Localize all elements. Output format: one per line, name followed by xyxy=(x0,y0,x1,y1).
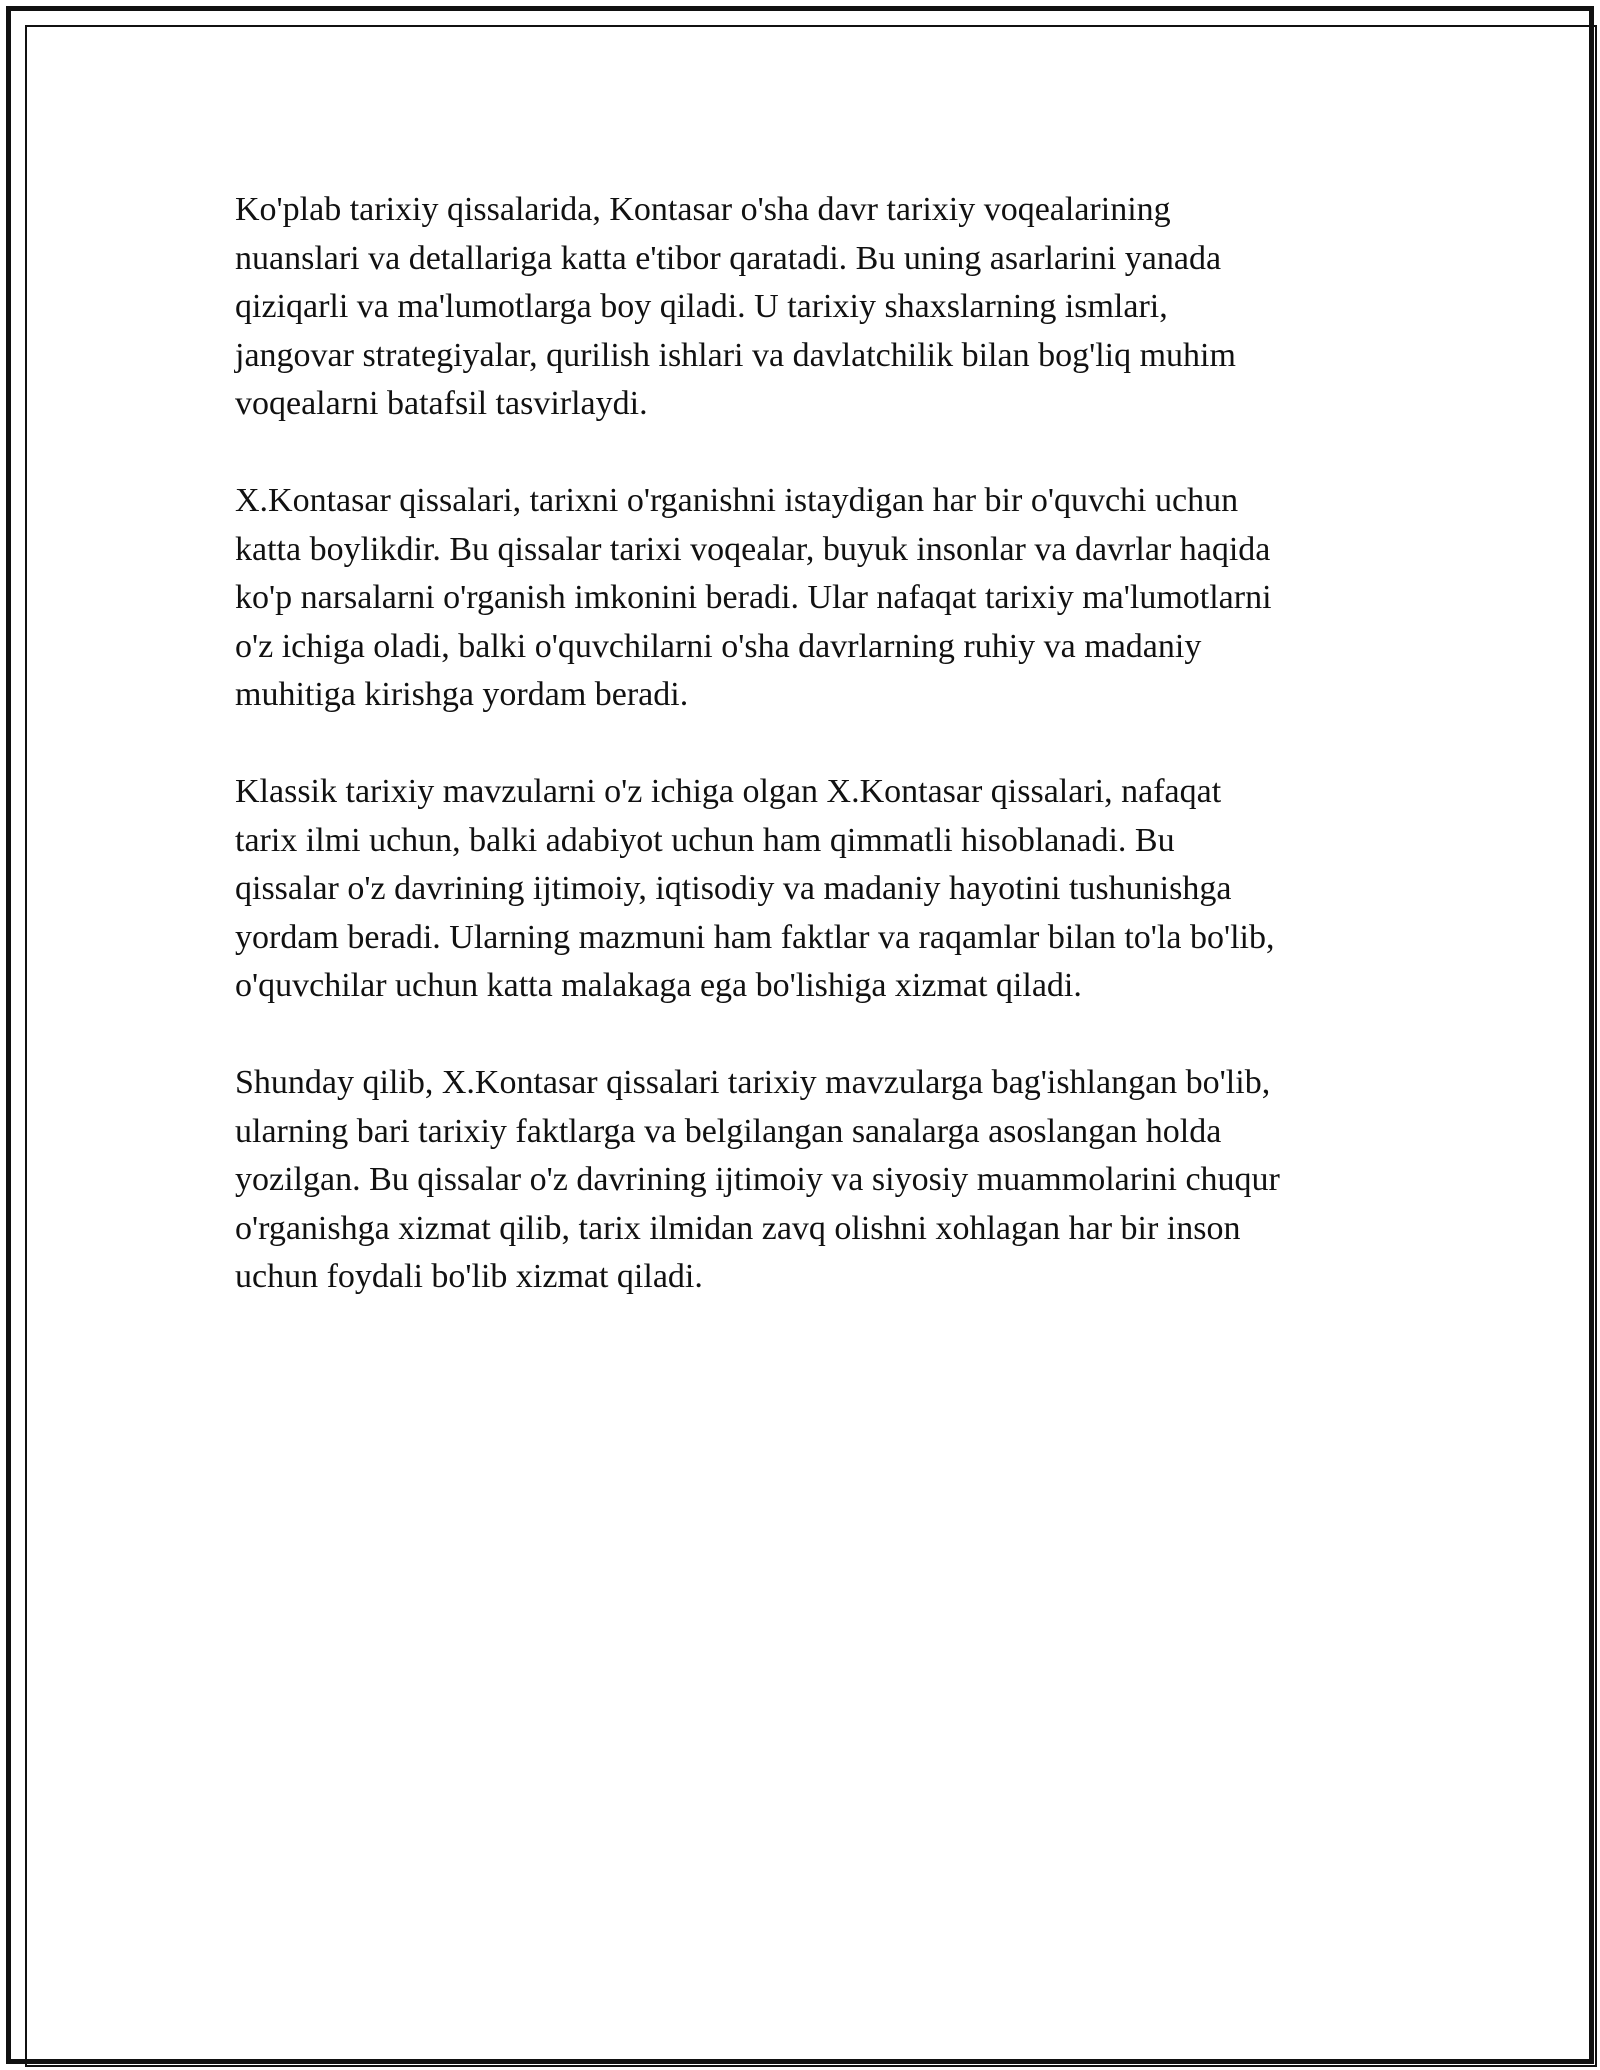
paragraph-1 xyxy=(235,186,1385,429)
document-body xyxy=(235,186,1385,1350)
paragraph-line: yordam beradi. Ularning mazmuni ham faktlar va raqamlar bilan to'la bo'lib, xyxy=(235,918,1275,956)
paragraph-line: jangovar strategiyalar, qurilish ishlari va davlatchilik bilan bog'liq muhim xyxy=(235,336,1236,374)
paragraph-line: muhitiga kirishga yordam beradi. xyxy=(235,676,689,713)
paragraph-line: o'rganishga xizmat qilib, tarix ilmidan zavq olishni xohlagan har bir inson xyxy=(235,1209,1241,1247)
paragraph-line: katta boylikdir. Bu qissalar tarixi voqealar, buyuk insonlar va davrlar haqida xyxy=(235,530,1271,568)
paragraph-line: tarix ilmi uchun, balki adabiyot uchun ham qimmatli hisoblanadi. Bu xyxy=(235,821,1175,859)
paragraph-line: X.Kontasar qissalari, tarixni o'rganishni istaydigan har bir o'quvchi uchun xyxy=(235,482,1239,519)
paragraph-line: o'z ichiga oladi, balki o'quvchilarni o'sha davrlarning ruhiy va madaniy xyxy=(235,627,1202,665)
paragraph-3 xyxy=(235,768,1385,1011)
paragraph-line: voqealarni batafsil tasvirlaydi. xyxy=(235,385,648,422)
paragraph-line: qissalar o'z davrining ijtimoiy, iqtisodiy va madaniy hayotini tushunishga xyxy=(235,870,1232,907)
paragraph-line: yozilgan. Bu qissalar o'z davrining ijtimoiy va siyosiy muammolarini chuqur xyxy=(235,1161,1280,1198)
paragraph-line: nuanslari va detallariga katta e'tibor qaratadi. Bu uning asarlarini yanada xyxy=(235,239,1222,277)
paragraph-line: Ko'plab tarixiy qissalarida, Kontasar o'sha davr tarixiy voqealarining xyxy=(235,191,1171,228)
paragraph-line: Shunday qilib, X.Kontasar qissalari tarixiy mavzularga bag'ishlangan bo'lib, xyxy=(235,1064,1271,1101)
paragraph-line: Klassik tarixiy mavzularni o'z ichiga olgan X.Kontasar qissalari, nafaqat xyxy=(235,773,1222,810)
paragraph-line: ko'p narsalarni o'rganish imkonini beradi. Ular nafaqat tarixiy ma'lumotlarni xyxy=(235,579,1272,616)
paragraph-line: qiziqarli va ma'lumotlarga boy qiladi. U tarixiy shaxslarning ismlari, xyxy=(235,288,1168,325)
paragraph-line: ularning bari tarixiy faktlarga va belgilangan sanalarga asoslangan holda xyxy=(235,1112,1222,1150)
paragraph-line: o'quvchilar uchun katta malakaga ega bo'lishiga xizmat qiladi. xyxy=(235,967,1082,1004)
paragraph-line: uchun foydali bo'lib xizmat qiladi. xyxy=(235,1258,703,1295)
paragraph-2 xyxy=(235,477,1385,720)
paragraph-4 xyxy=(235,1059,1385,1302)
